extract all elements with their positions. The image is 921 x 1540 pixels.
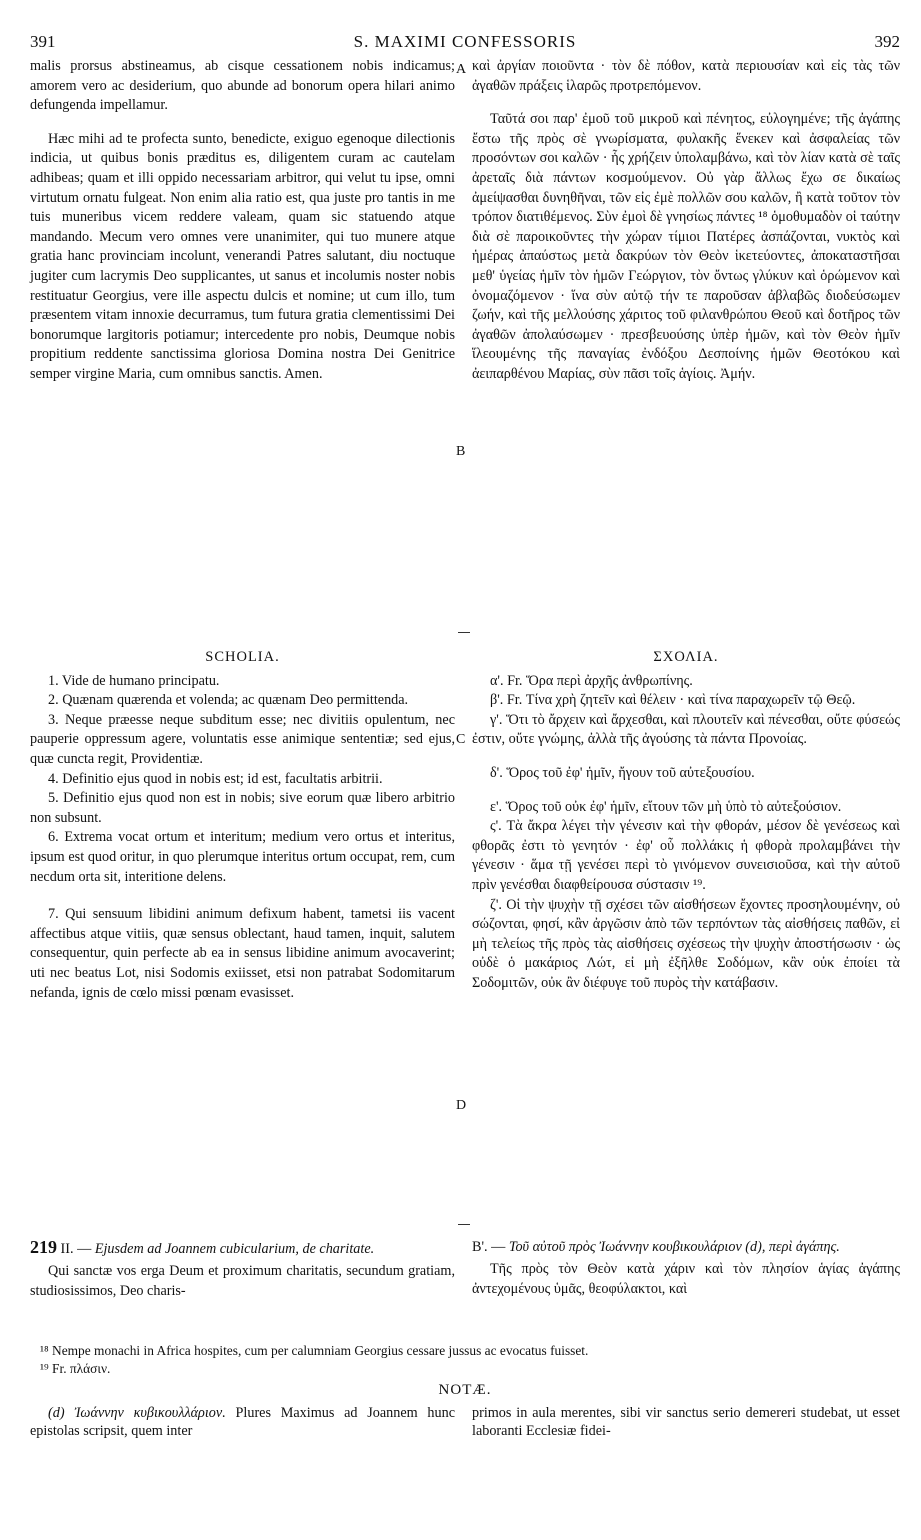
divider-1	[458, 632, 470, 633]
greek-scholion-2: β'. Fr. Τίνα χρὴ ζητεῖν καὶ θέλειν · καὶ τίνα παραχωρεῖν τῷ Θεῷ.	[490, 692, 856, 709]
latin-paragraph-1: malis prorsus abstineamus, ab cisque cessationem nobis indicamus; amorem vero ac desiderium, quo abunde ad bonorum opera hilari animo defungenda impellamur.	[30, 58, 455, 114]
greek-scholion-3: γ'. Ὅτι τὸ ἄρχειν καὶ ἄρχεσθαι, καὶ πλουτεῖν καὶ πένεσθαι, οὔτε φύσεώς ἐστιν, οὔτε γνώμης, ἀλλὰ τῆς ἀγούσης τὰ πάντα Προνοίας.	[472, 711, 900, 748]
running-title: S. MAXIMI CONFESSORIS	[353, 32, 577, 51]
latin-epistle-number: II. —	[60, 1241, 92, 1257]
latin-scholia	[30, 648, 455, 1003]
greek-paragraph-2: Ταῦτά σοι παρ' ἐμοῦ τοῦ μικροῦ καὶ πένητος, εὐλογημένε; τῆς ἀγάπης ἔστω τῆς πρὸς σὲ γνωρίσματα, φυλακῆς ἕνεκεν καὶ ἀσφαλείας τῶν προσόντων σοι καλῶν · ἧς χρήζειν ὑπολαμβάνω, καὶ τὸν λίαν κατὰ σὲ ταῖς ἀρεταῖς διὰ πάντων κοσμούμενον. Οὐ γὰρ ἄλλως ἔχω σε δικαίως ἀμείψασθαι δυνηθῆναι, τῶν εἰς ἐμὲ πολλῶν σου καλῶν, ἢ κατὰ τοῦτον τὸν τρόπον διατιθέμενος. Σὺν ἐμοὶ δὲ γνησίως πάντες ¹⁸ ὁμοθυμαδὸν οἱ ταύτην διὰ σὲ παροικοῦντες τὴν χώραν τίμιοι Πατέρες ἀσπάζονται, νυκτὸς καὶ ἡμέρας ἀπαύστως μετὰ δακρύων τὸν Θεὸν ἱκετεύοντες, ἀποκαταστῆσαι μεθ' ὑγείας ἡμῖν τὸν ἡμῶν Γεώργιον, τὸν ὄντως γλύκυν καὶ ὁρώμενον καὶ ὀνομαζόμενον · ἵνα σὺν αὐτῷ τήν τε παροῦσαν ἀβλαβῶς διοδεύσωμεν ζωήν, καὶ τῆς μελλούσης χάριτος τοῦ φιλανθρώπου Θεοῦ καὶ δοτῆρος τῶν ἀγαθῶν ἀπολαύσωμεν · πρεσβευούσης ὑπὲρ ἡμῶν, καὶ τὸν Θεὸν ἡμῖν ἵλεουμένης τῆς παναγίας ἐνδόξου Δεσποίνης ἡμῶν Θεοτόκου καὶ ἀειπαρθένου Μαρίας, σὺν πᾶσι τοῖς ἁγίοις. Ἀμήν.	[472, 111, 900, 382]
notae-right	[472, 1404, 900, 1440]
greek-epistle-title: Τοῦ αὐτοῦ πρὸς Ἰωάννην κουβικουλάριον (d), περὶ ἀγάπης.	[508, 1239, 840, 1255]
note-d-label: (d)	[48, 1405, 65, 1421]
latin-scholion-4: 4. Definitio ejus quod in nobis est; id est, facultatis arbitrii.	[48, 770, 383, 787]
greek-scholia	[472, 648, 900, 994]
greek-scholion-4: δ'. Ὅρος τοῦ ἐφ' ἡμῖν, ἤγουν τοῦ αὐτεξουσίου.	[490, 764, 755, 781]
footnotes	[30, 1342, 900, 1378]
greek-scholion-7: ζ'. Οἱ τὴν ψυχὴν τῇ σχέσει τῶν αἰσθήσεων ἔχοντες προσηλουμένην, οὐ σώζονται, φησί, κἂν ἀργῶσιν ἀπὸ τῶν τερπόντων τὰς αἰσθήσεις παθῶν, εἰ μὴ τελείως τῆς πρὸς τὰς αἰσθήσεις σχέσεως τὴν ψυχὴν ἀποστήσωσιν · ὡς οὐδὲ ὁ μακάριος Λώτ, εἰ μὴ ἐξῆλθε Σοδόμων, κἂν οὐκ ἐποίει τὰ Σοδομιτῶν, οὐκ ἂν διέφυγε τοῦ πυρὸς τὴν κατάβασιν.	[472, 896, 900, 991]
footnote-18: ¹⁸ Nempe monachi in Africa hospites, cum per calumniam Georgius cessare jussus ac evocatus fuisset.	[40, 1343, 589, 1358]
latin-scholia-title: SCHOLIA.	[205, 649, 280, 665]
latin-epistle-title: Ejusdem ad Joannem cubicularium, de charitate.	[94, 1241, 375, 1257]
greek-scholia-title: ΣΧΟΛΙΑ.	[653, 649, 719, 665]
note-d	[30, 1404, 455, 1440]
margin-letter-b: B	[456, 444, 466, 459]
greek-epistle	[472, 1238, 900, 1299]
greek-epistle-heading	[472, 1238, 900, 1256]
greek-epistle-number: Β'. —	[472, 1239, 506, 1255]
margin-letter-a: A	[456, 62, 467, 77]
greek-paragraph-1: καὶ ἀργίαν ποιοῦντα · τὸν δὲ πόθον, κατὰ περιουσίαν καὶ εἰς τὰς τῶν ἀγαθῶν πράξεις ἱλαρῶς προτρεπόμενον.	[472, 58, 900, 94]
page	[30, 32, 900, 1522]
greek-scholion-1: α'. Fr. Ὅρα περὶ ἀρχῆς ἀνθρωπίνης.	[490, 672, 693, 689]
latin-scholion-2: 2. Quænam quærenda et volenda; ac quænam Deo permittenda.	[48, 692, 409, 709]
margin-letter-d: D	[456, 1098, 467, 1113]
note-d-text: Plures Maximus ad Joannem hunc epistolas scripsit, quem inter	[30, 1405, 456, 1439]
margin-letter-c: C	[456, 732, 466, 747]
greek-epistle-opening: Τῆς πρὸς τὸν Θεὸν κατὰ χάριν καὶ τὸν πλησίον ἁγίας ἀγάπης ἀντεχομένους ὑμᾶς, θεοφύλακτοι, καὶ	[472, 1261, 900, 1297]
greek-scholion-6: ς'. Τὰ ἄκρα λέγει τὴν γένεσιν καὶ τὴν φθοράν, μέσον δὲ γενέσεως καὶ φθορᾶς ἐστι τὸ γενητόν · ἐφ' οὗ πολλάκις ἡ φθορὰ προλαμβάνει τὴν γένεσιν · ἅμα τῇ γενέσει περὶ τὸ γινόμενον συνεισιοῦσα, καὶ τὴν αὐτοῦ πρὶν γενέσθαι διαφθείρουσα σύστασιν ¹⁹.	[472, 818, 900, 893]
running-header	[30, 32, 900, 56]
latin-scholion-1: 1. Vide de humano principatu.	[48, 672, 220, 689]
notae-left	[30, 1404, 455, 1440]
latin-paragraph-2: Hæc mihi ad te profecta sunto, benedicte, exiguo egenoque dilectionis indicia, ut quibus bonis præditus es, diligentem curam ac cautelam adhibeas; quam et illi oppido necessariam arbitror, qui velut tu ipse, omni virtutum ornatu fulgeat. Non enim alia ratio est, qua juste pro tantis in me tuis muneribus vicem reddere valeam, quam sic statuendo atque mandando. Mecum vero omnes vere unanimiter, qui tuo munere atque gratia hanc provinciam incolunt, venerandi Patres salutant, diu noctuque jugiter cum lacrymis Deo supplicantes, ut sanus et incolumis noster nobis restituatur Georgius, vere ille aspectu dulcis et nomine; ut cum illo, tum præsentem vitam innoxie decurramus, tum futura gratia clementissimi Dei bonorumque largitoris potiamur; intercedente pro nobis, Deumque nobis propitium reddente sanctissima gloriosa Domina nostra Dei Genitrice semper virgine Maria, cum omnibus sanctis. Amen.	[30, 130, 455, 382]
latin-scholion-5: 5. Definitio ejus quod non est in nobis; sive eorum quæ libero arbitrio non subsunt.	[30, 790, 455, 826]
latin-scholion-6: 6. Extrema vocat ortum et interitum; medium vero ortus et interitus, ipsum est quod oritur, in quo plerumque interitus ortum occupat, rem, cum necdum orta sit, interitione delens.	[30, 829, 455, 885]
footnote-19: ¹⁹ Fr. πλάσιν.	[40, 1361, 111, 1376]
column-number: 219	[30, 1237, 57, 1257]
latin-main-text	[30, 57, 455, 385]
latin-epistle-opening: Qui sanctæ vos erga Deum et proximum charitatis, secundum gratiam, studiosissimos, Deo charis-	[30, 1263, 455, 1299]
divider-2	[458, 1224, 470, 1225]
notae-title: NOTÆ.	[438, 1382, 492, 1398]
page-number-left: 391	[30, 32, 56, 51]
note-d-continued: primos in aula merentes, sibi vir sanctus serio demereri studebat, ut esset laboranti Ecclesiæ fidei-	[472, 1405, 900, 1439]
latin-epistle	[30, 1238, 455, 1301]
latin-scholion-3: 3. Neque præesse neque subditum esse; nec divitiis opulentum, nec pauperie oppressum agere, voluntatis esse animique sententiæ; sed ejus, quæ cuncta regit, Providentiæ.	[30, 711, 455, 767]
latin-epistle-heading	[30, 1238, 455, 1258]
greek-scholion-5: ε'. Ὅρος τοῦ οὐκ ἐφ' ἡμῖν, εἴτουν τῶν μὴ ὑπὸ τὸ αὐτεξούσιον.	[490, 798, 842, 815]
note-d-greek: Ἰωάννην κυβικουλλάριον.	[74, 1405, 226, 1421]
latin-scholion-7: 7. Qui sensuum libidini animum defixum habent, tametsi iis vacent affectibus atque vitiis, quæ sensus oblectant, haud tamen, inquit, salutem consequentur, quin perfecte ab ea in sensus libidine animum avocaverint; uti nec beatus Lot, nisi Sodomis exiisset, etsi non patrabat Sodomitarum nefanda, ignis de cœlo missi pœnam evasisset.	[30, 906, 455, 1001]
greek-main-text	[472, 57, 900, 385]
page-number-right: 392	[874, 32, 900, 51]
